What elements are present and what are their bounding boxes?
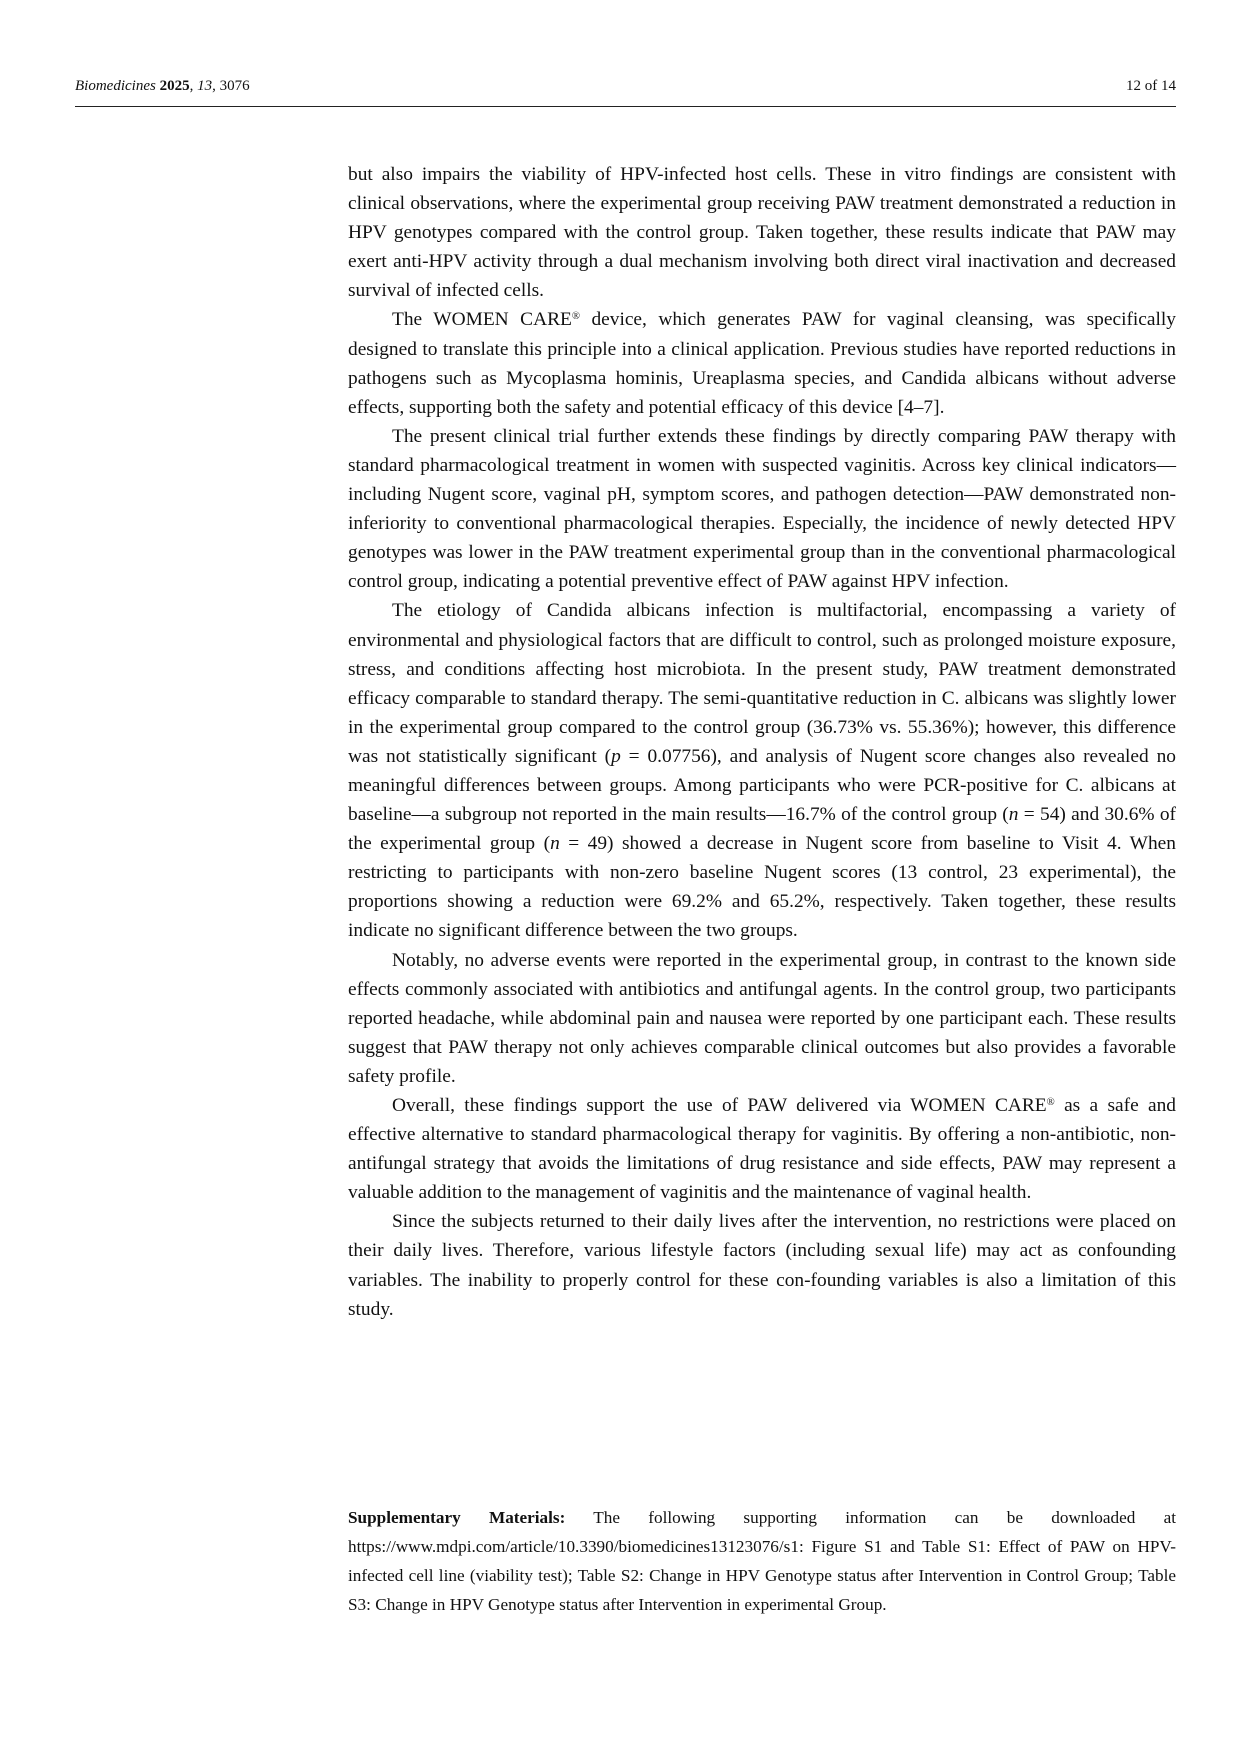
n-symbol: n [550, 833, 560, 855]
n-symbol: n [1008, 804, 1019, 826]
supplementary-link[interactable]: https://www.mdpi.com/article/10.3390/biomedicines13123076/s1 [348, 1537, 799, 1556]
article-number: 3076 [219, 78, 250, 94]
discussion-body [348, 160, 1176, 1324]
paragraph-4: The etiology of Candida albicans infection is multifactorial, encompassing a variety of environmental and physiological factors that are difficult to control, such as prolonged moisture exposure, stress, and conditions affecting host microbiota. In the present study, PAW treatment demonstrated efficacy comparable to standard therapy. The semi-quantitative reduction in C. albicans was slightly lower in the experimental group compared to the control group (36.73% vs. 55.36%); however, this difference was not statistically significant (p = 0.07756), and analysis of Nugent score changes also revealed no meaningful differences between groups. Among participants who were PCR-positive for C. albicans at baseline—a subgroup not reported in the main results—16.7% of the control group (n = 54) and 30.6% of the experimental group (n = 49) showed a decrease in Nugent score from baseline to Visit 4. When restricting to participants with non-zero baseline Nugent scores (13 control, 23 experimental), the proportions showing a reduction were 69.2% and 65.2%, respectively. Taken together, these results indicate no significant difference between the two groups. [348, 600, 1177, 942]
running-header [75, 78, 1176, 107]
registered-mark: ® [1046, 1096, 1055, 1109]
paragraph-3: The present clinical trial further extends these findings by directly comparing PAW therapy with standard pharmacological treatment in women with suspected vaginitis. Across key clinical indicators—including Nugent score, vaginal pH, symptom scores, and pathogen detection—PAW demonstrated non-inferiority to conventional pharmacological therapies. Especially, the incidence of newly detected HPV genotypes was lower in the PAW treatment experimental group than in the conventional pharmacological control group, indicating a potential preventive effect of PAW against HPV infection. [348, 425, 1176, 593]
page-number: 12 of 14 [1126, 78, 1176, 94]
journal-volume: 13 [197, 78, 213, 94]
p-value-symbol: p [611, 745, 621, 767]
paragraph-7: Since the subjects returned to their daily lives after the intervention, no restrictions were placed on their daily lives. Therefore, various lifestyle factors (including sexual life) may act as confounding variables. The inability to properly control for these con-founding variables is also a limitation of this study. [348, 1211, 1176, 1320]
paragraph-6: Overall, these findings support the use of PAW delivered via WOMEN CARE® as a safe and effective alternative to standard pharmacological therapy for vaginitis. By offering a non-antibiotic, non-antifungal strategy that avoids the limitations of drug resistance and side effects, PAW may represent a valuable addition to the management of vaginitis and the maintenance of vaginal health. [348, 1095, 1176, 1204]
journal-name: Biomedicines [75, 78, 156, 94]
paragraph-1: but also impairs the viability of HPV-infected host cells. These in vitro findings are consistent with clinical observations, where the experimental group receiving PAW treatment demonstrated a reduction in HPV genotypes compared with the control group. Taken together, these results indicate that PAW may exert anti-HPV activity through a dual mechanism involving both direct viral inactivation and decreased survival of infected cells. [348, 164, 1176, 302]
paragraph-5: Notably, no adverse events were reported in the experimental group, in contrast to the known side effects commonly associated with antibiotics and antifungal agents. In the control group, two participants reported headache, while abdominal pain and nausea were reported by one participant each. These results suggest that PAW therapy not only achieves comparable clinical outcomes but also provides a favorable safety profile. [348, 949, 1176, 1087]
supplementary-label: Supplementary Materials: [348, 1508, 566, 1527]
registered-mark: ® [571, 310, 580, 323]
journal-year: 2025 [159, 78, 190, 94]
journal-citation: Biomedicines 2025, 13, 3076 [75, 78, 250, 94]
paragraph-2: The WOMEN CARE® device, which generates PAW for vaginal cleansing, was specifically designed to translate this principle into a clinical application. Previous studies have reported reductions in pathogens such as Mycoplasma hominis, Ureaplasma species, and Candida albicans without adverse effects, supporting both the safety and potential efficacy of this device [4–7]. [348, 309, 1176, 418]
supplementary-materials: Supplementary Materials: The following supporting information can be downloaded at https://www.mdpi.com/article/10.3390/biomedicines13123076/s1: Figure S1 and Table S1: Effect of PAW on HPV-infected cell line (viability test); Table S2: Change in HPV Genotype status after Intervention in Control Group; Table S3: Change in HPV Genotype status after Intervention in experimental Group. [348, 1508, 1176, 1614]
